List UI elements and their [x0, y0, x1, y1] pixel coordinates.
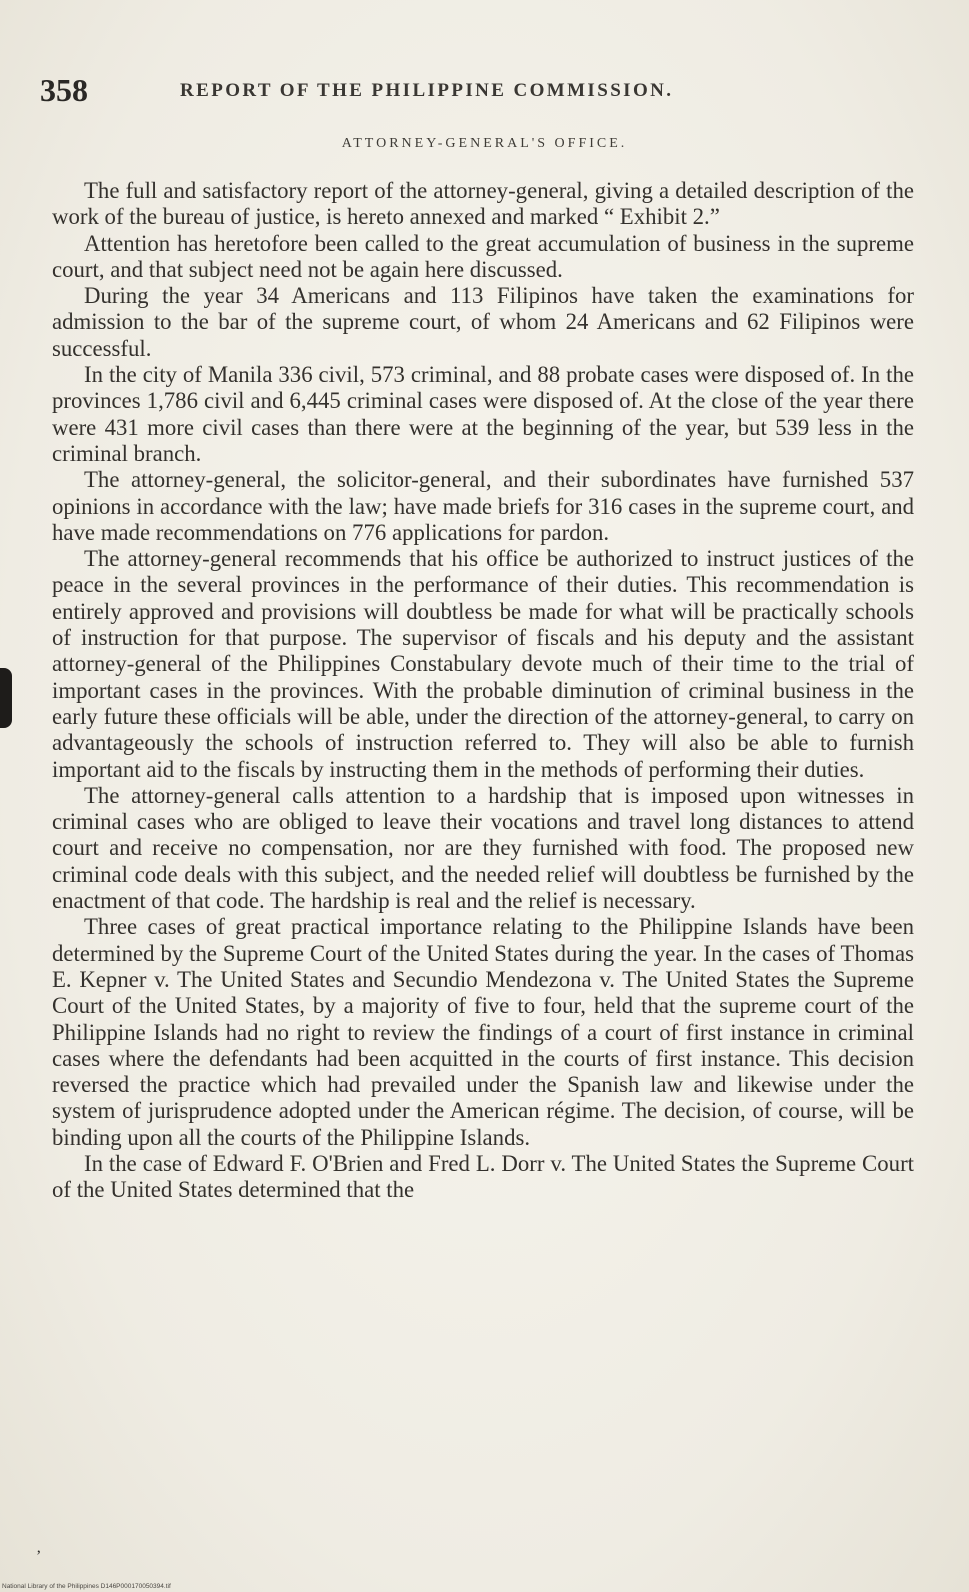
- paragraph: During the year 34 Americans and 113 Filipinos have taken the examinations for admission to the bar of the supreme court, of whom 24 Americans and 62 Filipinos were successful.: [52, 283, 914, 361]
- margin-mark: ’: [36, 1548, 42, 1565]
- paragraph: The full and satisfactory report of the attorney-general, giving a detailed description of the work of the bureau of justice, is hereto annexed and marked “ Exhibit 2.”: [52, 178, 914, 230]
- page-header: [40, 72, 920, 116]
- page-number: 358: [40, 72, 88, 108]
- running-head: REPORT OF THE PHILIPPINE COMMISSION.: [180, 80, 674, 101]
- paragraph: The attorney-general calls attention to a hardship that is imposed upon witnesses in criminal cases who are obliged to leave their vocations and travel long distances to attend court and receive no compensation, nor are they furnished with food. The proposed new criminal code deals with this subject, and the needed relief will doubtless be furnished by the enactment of that code. The hardship is real and the relief is necessary.: [52, 782, 914, 914]
- section-title: ATTORNEY-GENERAL'S OFFICE.: [341, 136, 628, 151]
- paragraph: The attorney-general, the solicitor-general, and their subordinates have furnished 537 opinions in accordance with the law; have made briefs for 316 cases in the supreme court, and have made recommendations on 776 applications for pardon.: [52, 467, 914, 545]
- paragraph: In the case of Edward F. O'Brien and Fred L. Dorr v. The United States the Supreme Court of the United States determined that the: [52, 1150, 914, 1203]
- binding-shadow: [0, 668, 12, 728]
- scan-footer: National Library of the Philippines D146P000170050394.tif: [2, 1583, 171, 1590]
- paragraph: The attorney-general recommends that his office be authorized to instruct justices of the peace in the several provinces in the performance of their duties. This recommendation is entirely approved and provisions will doubtless be made for what will be practically schools of instruction for that purpose. The supervisor of fiscals and his deputy and the assistant attorney-general of the Philippines Constabulary devote much of their time to the trial of important cases in the provinces. With the probable diminution of criminal business in the early future these officials will be able, under the direction of the attorney-general, to carry on advantageously the schools of instruction referred to. They will also be able to furnish important aid to the fiscals by instructing them in the methods of performing their duties.: [52, 546, 914, 782]
- body-text: [52, 178, 914, 1204]
- paragraph: In the city of Manila 336 civil, 573 criminal, and 88 probate cases were disposed of. In the provinces 1,786 civil and 6,445 criminal cases were disposed of. At the close of the year there were 431 more civil cases than there were at the beginning of the year, but 539 less in the criminal branch.: [52, 362, 914, 466]
- paragraph: Three cases of great practical importance relating to the Philippine Islands have been determined by the Supreme Court of the United States during the year. In the cases of Thomas E. Kepner v. The United States and Secundio Mendezona v. The United States the Supreme Court of the United States, by a majority of five to four, held that the supreme court of the Philippine Islands had no right to review the findings of a court of first instance in criminal cases where the defendants had been acquitted in the courts of first instance. This decision reversed the practice which had prevailed under the Spanish law and likewise under the system of jurisprudence adopted under the American régime. The decision, of course, will be binding upon all the courts of the Philippine Islands.: [52, 914, 914, 1150]
- paragraph: Attention has heretofore been called to the great accumulation of business in the supreme court, and that subject need not be again here discussed.: [52, 230, 914, 282]
